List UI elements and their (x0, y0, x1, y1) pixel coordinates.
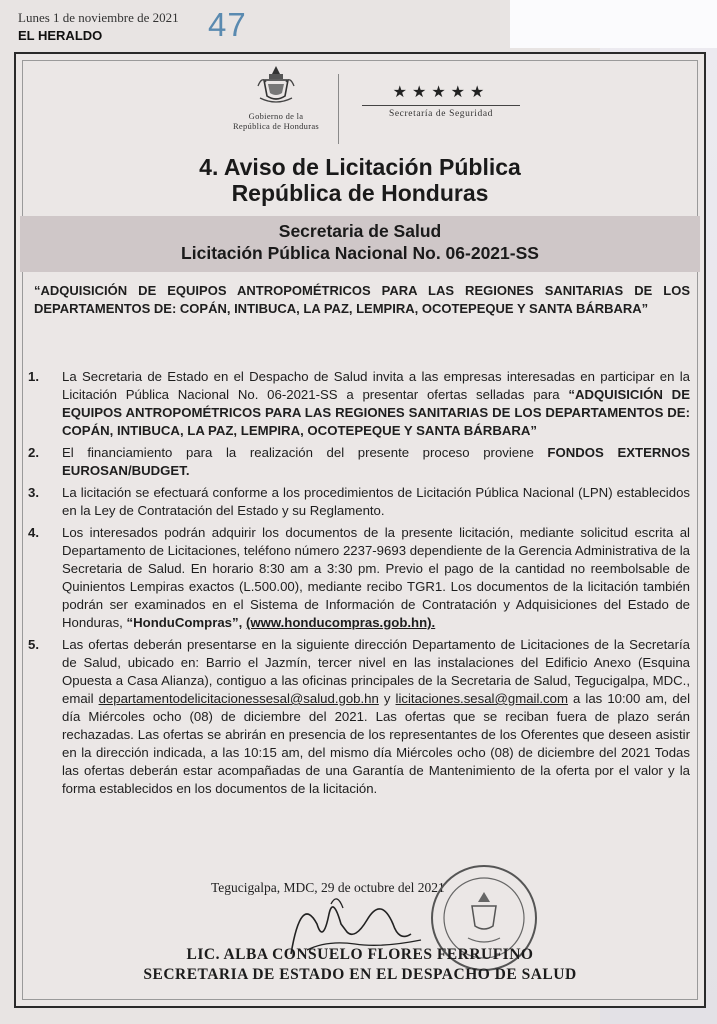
coat-of-arms-icon (254, 62, 298, 106)
notice-title (16, 154, 704, 206)
gov-label-line-2: República de Honduras (232, 121, 320, 131)
newspaper-date: Lunes 1 de noviembre de 2021 (18, 10, 179, 25)
item-bold-text: FONDOS EXTERNOS EUROSAN/BUDGET. (62, 445, 690, 478)
five-stars-icon: ★★★★★ (392, 84, 490, 101)
honducompras-link[interactable]: (www.honducompras.gob.hn). (245, 615, 436, 630)
item-bold-text: “HonduCompras”, (126, 615, 243, 630)
page-number: 47 (208, 6, 247, 43)
item-text-continuation: a las 10:00 am, del día Miércoles ocho (08) de diciembre del 2021. Las ofertas que se reciban fuera de plazo serán rechazadas. Las ofertas se abrirán en presencia de los representantes de los Oferentes que deseen asistir en la dirección indicada, a las 10:15 am, del mismo día Miércoles ocho (08) de diciembre del 2021 Todas las ofertas deberán estar acompañadas de una Garantía de Mantenimiento de la oferta por el valor y la forma establecidos en los documentos de la licitación. (62, 691, 690, 796)
gov-label-line-1: Gobierno de la (248, 111, 304, 121)
government-logo (226, 62, 326, 154)
tender-number: Licitación Pública Nacional No. 06-2021-SS (181, 243, 539, 263)
background-paper-top (510, 0, 717, 48)
title-line-1: 4. Aviso de Licitación Pública (199, 154, 521, 180)
email-link-2[interactable]: licitaciones.sesal@gmail.com (395, 691, 568, 706)
security-ministry-name: Secretaría de Seguridad (388, 109, 493, 119)
email-link-1[interactable]: departamentodelicitacionessesal@salud.gob.hn (98, 691, 379, 706)
title-line-2: República de Honduras (231, 180, 489, 206)
logo-rule (362, 105, 520, 106)
security-ministry-logo (356, 82, 526, 119)
signer-role: SECRETARIA DE ESTADO EN EL DESPACHO DE SALUD (143, 966, 577, 983)
item-text: Las ofertas deberán presentarse en la siguiente dirección Departamento de Licitaciones de la Secretaría de Salud, ubicado en: Barrio el Jazmín, tercer nivel en las instalaciones del Edificio Anexo (Esquina Opuesta a Casa Alianza), contiguo a las oficinas principales de la Secretaria de Salud, Tegucigalpa, MDC., email (62, 637, 690, 706)
list-item (28, 484, 690, 520)
tender-conditions-list (28, 368, 690, 802)
tender-notice (14, 52, 706, 1008)
place-and-date: Tegucigalpa, MDC, 29 de octubre del 2021 (211, 880, 445, 895)
item-text: La licitación se efectuará conforme a los procedimientos de Licitación Pública Nacional (LPN) establecidos en la Ley de Contratación del Estado y su Reglamento. (62, 485, 690, 518)
item-text: Los interesados podrán adquirir los documentos de la presente licitación, mediante solicitud escrita al Departamento de Licitaciones, teléfono número 2237-9693 dependiente de la Gerencia Administrativa de la Secretaria de Salud. En horario 8:30 am a 3:30 pm. Previo el pago de la cantidad no reembolsable de Quinientos Lempiras exactos (L.500.00), mediante recibo TGR1. Los documentos de la licitación también podrán ser examinados en el Sistema de Información de Contratación y Adquisiciones del Estado de Honduras, (62, 525, 690, 630)
issuer-band (20, 216, 700, 272)
list-item (28, 368, 690, 440)
item-text-connector: y (378, 691, 396, 706)
issuer-name: Secretaria de Salud (278, 221, 442, 241)
item-text: La Secretaria de Estado en el Despacho de Salud invita a las empresas interesadas en participar en la Licitación Pública Nacional No. 06-2021-SS a presentar ofertas selladas para (62, 369, 690, 402)
item-number: 5. (28, 637, 39, 652)
item-bold-text: “ADQUISICIÓN DE EQUIPOS ANTROPOMÉTRICOS PARA LAS REGIONES SANITARIAS DE LOS DEPARTAMENTOS DE: COPÁN, INTIBUCA, LA PAZ, LEMPIRA, OCOTEPEQUE Y SANTA BÁRBARA” (62, 387, 691, 438)
item-text: El financiamiento para la realización del presente proceso proviene (62, 445, 548, 460)
tender-object: “ADQUISICIÓN DE EQUIPOS ANTROPOMÉTRICOS PARA LAS REGIONES SANITARIAS DE LOS DEPARTAMENTOS DE: COPÁN, INTIBUCA, LA PAZ, LEMPIRA, OCOTEPEQUE Y SANTA BÁRBARA” (34, 283, 690, 316)
newspaper-name: EL HERALDO (18, 28, 103, 43)
item-number: 1. (28, 369, 39, 384)
logo-divider (338, 74, 339, 144)
item-number: 3. (28, 485, 39, 500)
list-item (28, 636, 690, 798)
item-number: 2. (28, 445, 39, 460)
item-number: 4. (28, 525, 39, 540)
list-item (28, 444, 690, 480)
signer-name: LIC. ALBA CONSUELO FLORES FERRUFINO (186, 946, 534, 963)
newspaper-header (18, 8, 338, 48)
list-item (28, 524, 690, 632)
